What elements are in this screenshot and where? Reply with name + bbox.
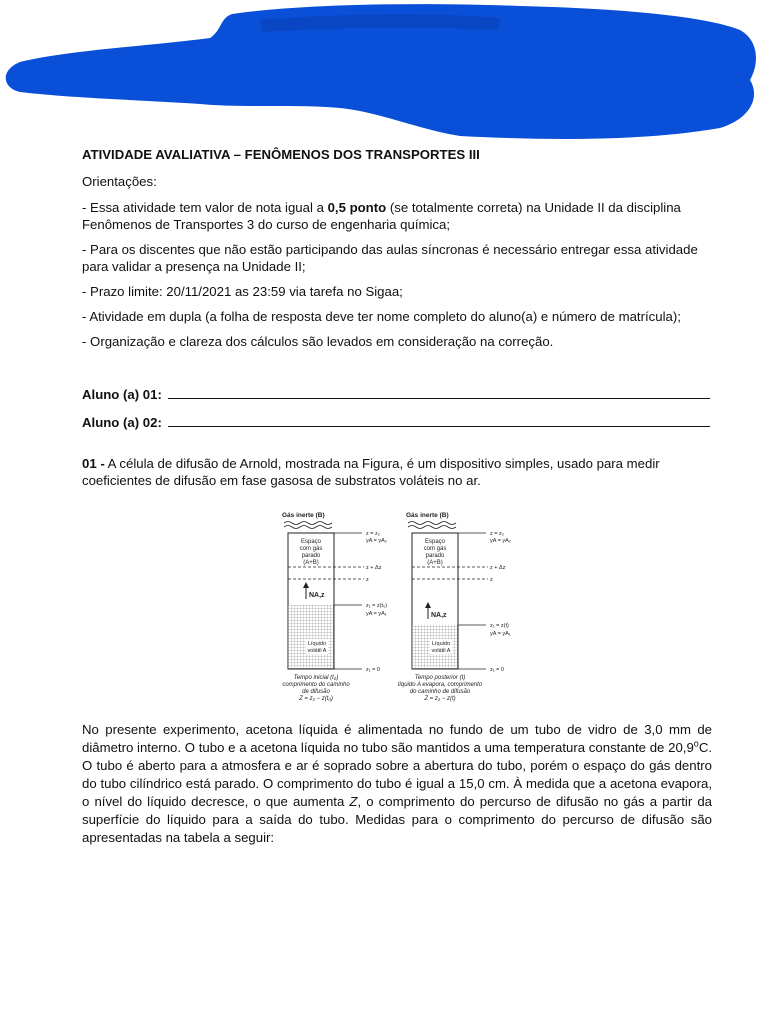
right-space-4: (A+B)	[427, 560, 443, 566]
document-page	[82, 146, 712, 847]
student-2-line[interactable]	[168, 415, 710, 427]
question-1	[82, 455, 712, 489]
instruction-item-4: - Atividade em dupla (a folha de resposta deve ter nome completo do aluno(a) e número de matrícula);	[82, 309, 681, 324]
arnold-cell-figure	[282, 509, 512, 703]
left-label-z0: z₁ = 0	[366, 667, 380, 673]
right-space-2: com gás	[423, 546, 447, 552]
left-liquid-label-2: volátil A	[307, 648, 327, 654]
right-space-3: parado	[425, 553, 445, 559]
left-gas-wave-1	[284, 522, 332, 525]
right-liquid-label-1: Líquido	[431, 641, 451, 647]
right-label-z: z	[490, 577, 493, 583]
left-space-1: Espaço	[300, 539, 322, 545]
instruction-item-3: - Prazo limite: 20/11/2021 as 23:59 via tarefa no Sigaa;	[82, 284, 403, 299]
left-gas-label: Gás inerte (B)	[282, 512, 325, 519]
right-label-z1: z₁ = z(t)	[490, 623, 509, 629]
right-gas-wave-1	[408, 522, 456, 525]
orientacoes-heading: Orientações:	[82, 174, 157, 189]
left-gas-wave-2	[284, 526, 332, 529]
student-1-label: Aluno (a) 01:	[82, 387, 162, 402]
right-caption-3: do caminho de difusão	[409, 689, 471, 695]
right-space-1: Espaço	[424, 539, 446, 545]
student-1-field	[82, 386, 712, 403]
right-liquid-label-2: volátil A	[431, 648, 451, 654]
instruction-item-5: - Organização e clareza dos cálculos são levados em consideração na correção.	[82, 334, 554, 349]
left-space-3: parado	[301, 553, 321, 559]
instruction-1-rest: (se totalmente correta) na Unidade II da disciplina Fenômenos de Transportes 3 do curso de engenharia química;	[82, 200, 681, 232]
right-caption-1: Tempo posterior (t)	[414, 675, 466, 681]
left-caption-4: Z = z₂ − z(t₀)	[299, 696, 333, 702]
instruction-1-bold: 0,5 ponto	[327, 200, 387, 215]
left-flux-arrowhead	[303, 582, 309, 588]
student-1-line[interactable]	[168, 387, 710, 399]
right-flux-label: NA,z	[431, 612, 447, 619]
right-label-ya2: yA = yA₂	[490, 538, 511, 544]
right-gas-label: Gás inerte (B)	[406, 512, 449, 519]
left-liquid-label-1: Líquido	[307, 641, 327, 647]
left-label-z2: z = z₂	[366, 531, 380, 537]
page-title: ATIVIDADE AVALIATIVA – FENÔMENOS DOS TRANSPORTES III	[82, 147, 480, 162]
left-label-ya2: yA = yA₂	[366, 538, 387, 544]
student-fields	[82, 386, 712, 431]
right-label-z0: z₁ = 0	[490, 667, 504, 673]
cell-left	[282, 512, 387, 702]
degree-symbol: o	[693, 738, 699, 749]
right-gas-wave-2	[408, 526, 456, 529]
right-flux-arrowhead	[425, 602, 431, 608]
left-label-z1: z₁ = z(t₀)	[366, 603, 388, 609]
instruction-1-text: - Essa atividade tem valor de nota igual a	[82, 200, 328, 215]
left-caption-2: comprimento do caminho	[282, 682, 350, 688]
left-label-z: z	[366, 577, 369, 583]
experiment-paragraph	[82, 721, 712, 847]
left-label-zdz: z + Δz	[366, 565, 382, 571]
question-1-number: 01 -	[82, 456, 105, 471]
left-liquid	[288, 605, 334, 669]
question-1-text: A célula de difusão de Arnold, mostrada na Figura, é um dispositivo simples, usado para medir coeficientes de difusão em fase gasosa de substratos voláteis no ar.	[82, 456, 660, 488]
instruction-item-2: - Para os discentes que não estão participando das aulas síncronas é necessário entregar essa atividade para validar a presença na Unidade II;	[82, 242, 698, 274]
left-caption-3: de difusão	[302, 689, 330, 695]
right-caption-2: líquido A evapora, comprimento	[397, 682, 483, 688]
student-2-field	[82, 414, 712, 431]
paragraph-part-2: C. O tubo é aberto para a atmosfera e ar é soprado sobre a abertura do tubo, porém o espaço do gás dentro do tubo cilíndrico está parado. O comprimento do tubo é igual a 15,0 cm. À medida que a acetona evapora, o nível do líquido decresce, o que aumenta	[82, 740, 712, 809]
right-caption-4: Z = z₂ − z(t)	[424, 696, 456, 702]
right-label-zdz: z + Δz	[490, 565, 506, 571]
variable-z: Z	[349, 794, 358, 809]
left-label-ya1: yA = yA₁	[366, 611, 387, 617]
student-2-label: Aluno (a) 02:	[82, 415, 162, 430]
paragraph-part-3: , o comprimento do percurso de difusão no gás a partir da superfície do líquido para a saída do tubo. Medidas para o comprimento do percurso de difusão são apresentadas na tabela a seguir:	[82, 794, 712, 845]
redaction-scribble	[0, 0, 768, 150]
right-label-z2: z = z₂	[490, 531, 504, 537]
left-space-4: (A+B)	[303, 560, 319, 566]
left-flux-label: NA,z	[309, 592, 325, 599]
instruction-item-1	[82, 199, 712, 233]
right-label-ya1: yA = yA₁	[490, 631, 511, 637]
paragraph-part-1: No presente experimento, acetona líquida é alimentada no fundo de um tubo de vidro de 3,0 mm de diâmetro interno. O tubo e a acetona líquida no tubo são mantidos a uma temperatura constante de 20,9	[82, 722, 712, 755]
left-space-2: com gás	[299, 546, 323, 552]
cell-right	[398, 512, 511, 702]
left-caption-1: Tempo inicial (t₀)	[293, 675, 339, 681]
